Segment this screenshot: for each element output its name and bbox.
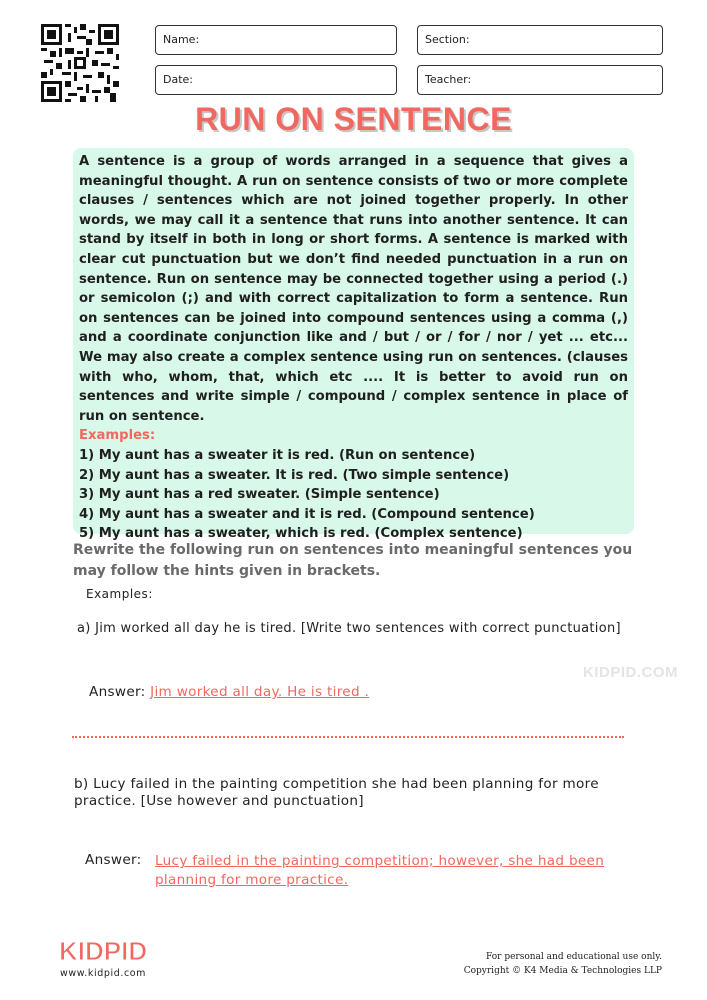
examples-label: Examples: [86, 587, 153, 601]
watermark: KIDPID.COM [583, 664, 678, 681]
examples-heading: Examples: [79, 428, 156, 444]
explanation-box [73, 148, 634, 542]
answer-a-row [89, 684, 369, 700]
example-item: 3) My aunt has a red sweater. (Simple sentence) [79, 487, 440, 503]
qr-code-icon [41, 24, 119, 102]
page-title: RUN ON SENTENCE [195, 101, 512, 137]
question-b: b) Lucy failed in the painting competition she had been planning for more practice. [Use however and punctuation] [74, 776, 599, 809]
answer-b-text: Lucy failed in the painting competition; however, she had been planning for more practice. [155, 853, 605, 888]
kidpid-logo [57, 934, 157, 968]
example-item: 5) My aunt has a sweater, which is red. (Complex sentence) [79, 526, 523, 542]
dotted-divider [72, 736, 624, 738]
date-field[interactable]: Date: [155, 65, 397, 95]
footer-copyright: Copyright © K4 Media & Technologies LLP [463, 966, 662, 976]
question-a: a) Jim worked all day he is tired. [Write two sentences with correct punctuation] [77, 621, 621, 636]
name-field[interactable]: Name: [155, 25, 397, 55]
instruction-text: Rewrite the following run on sentences into meaningful sentences you may follow the hints given in brackets. [73, 542, 633, 579]
example-item: 4) My aunt has a sweater and it is red. (Compound sentence) [79, 506, 535, 522]
answer-label: Answer: [89, 684, 146, 700]
example-item: 2) My aunt has a sweater. It is red. (Two simple sentence) [79, 467, 510, 483]
explanation-paragraph: A sentence is a group of words arranged in a sequence that gives a meaningful thought. A run on sentence consists of two or more complete clauses / sentences which are not joined together properly. In other words, we may call it a sentence that runs into another sentence. It can stand by itself in both in long or short forms. A sentence is marked with clear cut punctuation but we don’t find needed punctuation in a run on sentence. Run on sentence may be connected together using a period (.) or semicolon (;) and with correct capitalization to form a sentence. Run on sentences can be joined into compound sentences using a comma (,) and a coordinate conjunction like and / but / or / for / nor / yet ... etc... We may also create a complex sentence using run on sentences. (clauses with who, whom, that, which etc .... It is better to avoid run on sentences and write simple / compound / complex sentence in place of run on sentence. [79, 154, 628, 424]
teacher-field[interactable]: Teacher: [417, 65, 663, 95]
section-field[interactable]: Section: [417, 25, 663, 55]
answer-a-text: Jim worked all day. He is tired . [150, 684, 370, 700]
logo-url: www.kidpid.com [60, 968, 147, 979]
example-item: 1) My aunt has a sweater it is red. (Run on sentence) [79, 447, 476, 463]
footer-usage-note: For personal and educational use only. [486, 952, 662, 962]
svg-text:KIDPID: KIDPID [59, 936, 148, 966]
answer-label: Answer: [85, 852, 142, 868]
